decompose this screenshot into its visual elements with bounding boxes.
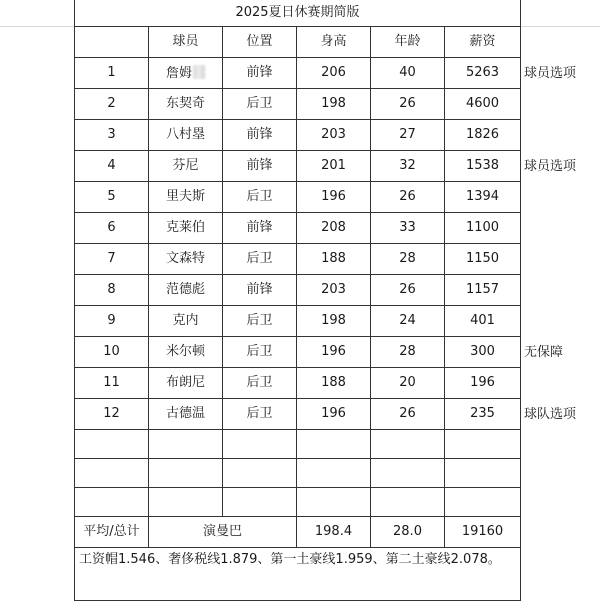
empty-cell[interactable]: [223, 459, 297, 488]
player-salary[interactable]: 4600: [445, 89, 521, 120]
player-salary[interactable]: 1157: [445, 275, 521, 306]
empty-cell[interactable]: [297, 459, 371, 488]
player-number[interactable]: 9: [75, 306, 149, 337]
player-name[interactable]: 克内: [149, 306, 223, 337]
spreadsheet: [74, 0, 520, 601]
player-height[interactable]: 196: [297, 182, 371, 213]
player-age[interactable]: 40: [371, 58, 445, 89]
player-row: [75, 151, 521, 182]
player-row: [75, 213, 521, 244]
player-age[interactable]: 26: [371, 89, 445, 120]
player-name[interactable]: 米尔顿: [149, 337, 223, 368]
player-age[interactable]: 26: [371, 182, 445, 213]
player-height[interactable]: 208: [297, 213, 371, 244]
player-position[interactable]: 前锋: [223, 120, 297, 151]
player-row: [75, 58, 521, 89]
player-height[interactable]: 188: [297, 368, 371, 399]
summary-height[interactable]: 198.4: [297, 517, 371, 548]
cap-footnote[interactable]: 工资帽1.546、奢侈税线1.879、第一土豪线1.959、第二土豪线2.078。: [75, 548, 521, 601]
header-cell[interactable]: 身高: [297, 27, 371, 58]
contract-note[interactable]: 球队选项: [524, 406, 577, 422]
grid-line: [520, 26, 600, 27]
header-cell[interactable]: [75, 27, 149, 58]
player-position[interactable]: 后卫: [223, 244, 297, 275]
player-number[interactable]: 6: [75, 213, 149, 244]
player-age[interactable]: 24: [371, 306, 445, 337]
empty-cell[interactable]: [445, 459, 521, 488]
grid-line: [0, 26, 74, 27]
player-row: [75, 244, 521, 275]
empty-cell[interactable]: [75, 488, 149, 517]
player-position[interactable]: 后卫: [223, 337, 297, 368]
player-number[interactable]: 4: [75, 151, 149, 182]
player-age[interactable]: 32: [371, 151, 445, 182]
player-position[interactable]: 后卫: [223, 182, 297, 213]
empty-cell[interactable]: [149, 459, 223, 488]
player-position[interactable]: 前锋: [223, 275, 297, 306]
player-height[interactable]: 201: [297, 151, 371, 182]
player-number[interactable]: 1: [75, 58, 149, 89]
contract-note[interactable]: 球员选项: [524, 158, 577, 174]
player-salary[interactable]: 1826: [445, 120, 521, 151]
player-number[interactable]: 8: [75, 275, 149, 306]
player-row: [75, 368, 521, 399]
player-row: [75, 89, 521, 120]
player-height[interactable]: 203: [297, 120, 371, 151]
player-position[interactable]: 后卫: [223, 399, 297, 430]
empty-cell[interactable]: [297, 430, 371, 459]
summary-age[interactable]: 28.0: [371, 517, 445, 548]
player-height[interactable]: 198: [297, 89, 371, 120]
contract-note[interactable]: 无保障: [524, 344, 564, 360]
empty-cell[interactable]: [223, 430, 297, 459]
player-name[interactable]: 芬尼: [149, 151, 223, 182]
player-name[interactable]: 古德温: [149, 399, 223, 430]
contract-note[interactable]: 球员选项: [524, 65, 577, 81]
player-position[interactable]: 后卫: [223, 89, 297, 120]
player-name[interactable]: 克莱伯: [149, 213, 223, 244]
player-age[interactable]: 26: [371, 399, 445, 430]
player-number[interactable]: 7: [75, 244, 149, 275]
empty-cell[interactable]: [371, 459, 445, 488]
player-height[interactable]: 206: [297, 58, 371, 89]
empty-cell[interactable]: [371, 430, 445, 459]
empty-cell[interactable]: [371, 488, 445, 517]
note-row: [75, 548, 521, 601]
sheet-title[interactable]: 2025夏日休赛期简版: [75, 0, 521, 27]
player-row: [75, 120, 521, 151]
empty-cell[interactable]: [445, 488, 521, 517]
player-position[interactable]: 前锋: [223, 151, 297, 182]
empty-cell[interactable]: [149, 430, 223, 459]
empty-cell[interactable]: [75, 430, 149, 459]
header-cell[interactable]: 球员: [149, 27, 223, 58]
player-salary[interactable]: 235: [445, 399, 521, 430]
player-height[interactable]: 188: [297, 244, 371, 275]
player-row: [75, 306, 521, 337]
empty-cell[interactable]: [223, 488, 297, 517]
player-number[interactable]: 10: [75, 337, 149, 368]
player-age[interactable]: 26: [371, 275, 445, 306]
title-row: [75, 0, 521, 27]
player-number[interactable]: 11: [75, 368, 149, 399]
summary-salary[interactable]: 19160: [445, 517, 521, 548]
player-salary[interactable]: 1100: [445, 213, 521, 244]
player-salary[interactable]: 300: [445, 337, 521, 368]
player-age[interactable]: 20: [371, 368, 445, 399]
blank-row: [75, 459, 521, 488]
player-age[interactable]: 27: [371, 120, 445, 151]
player-name[interactable]: 布朗尼: [149, 368, 223, 399]
summary-label[interactable]: 平均/总计: [75, 517, 149, 548]
player-position[interactable]: 后卫: [223, 368, 297, 399]
empty-cell[interactable]: [445, 430, 521, 459]
player-height[interactable]: 196: [297, 399, 371, 430]
empty-cell[interactable]: [149, 488, 223, 517]
summary-coach[interactable]: 演曼巴: [149, 517, 297, 548]
player-position[interactable]: 前锋: [223, 213, 297, 244]
blank-row: [75, 430, 521, 459]
player-salary[interactable]: 196: [445, 368, 521, 399]
player-name[interactable]: 里夫斯: [149, 182, 223, 213]
player-row: [75, 182, 521, 213]
player-name[interactable]: 范德彪: [149, 275, 223, 306]
roster-table: [74, 0, 521, 601]
header-cell[interactable]: 年龄: [371, 27, 445, 58]
player-row: [75, 337, 521, 368]
blank-row: [75, 488, 521, 517]
player-salary[interactable]: 1538: [445, 151, 521, 182]
player-number[interactable]: 5: [75, 182, 149, 213]
player-name[interactable]: 东契奇: [149, 89, 223, 120]
redaction-blur: [193, 65, 205, 79]
player-row: [75, 399, 521, 430]
player-position[interactable]: 后卫: [223, 306, 297, 337]
player-name[interactable]: 詹姆: [149, 58, 223, 89]
summary-row: [75, 517, 521, 548]
empty-cell[interactable]: [297, 488, 371, 517]
player-age[interactable]: 28: [371, 337, 445, 368]
header-cell[interactable]: 薪资: [445, 27, 521, 58]
player-number[interactable]: 12: [75, 399, 149, 430]
player-salary[interactable]: 401: [445, 306, 521, 337]
header-row: [75, 27, 521, 58]
player-row: [75, 275, 521, 306]
player-name[interactable]: 文森特: [149, 244, 223, 275]
player-position[interactable]: 前锋: [223, 58, 297, 89]
empty-cell[interactable]: [75, 459, 149, 488]
player-height[interactable]: 198: [297, 306, 371, 337]
player-age[interactable]: 28: [371, 244, 445, 275]
player-height[interactable]: 196: [297, 337, 371, 368]
player-height[interactable]: 203: [297, 275, 371, 306]
player-name[interactable]: 八村塁: [149, 120, 223, 151]
player-number[interactable]: 3: [75, 120, 149, 151]
player-salary[interactable]: 5263: [445, 58, 521, 89]
player-salary[interactable]: 1394: [445, 182, 521, 213]
player-age[interactable]: 33: [371, 213, 445, 244]
player-number[interactable]: 2: [75, 89, 149, 120]
header-cell[interactable]: 位置: [223, 27, 297, 58]
player-salary[interactable]: 1150: [445, 244, 521, 275]
